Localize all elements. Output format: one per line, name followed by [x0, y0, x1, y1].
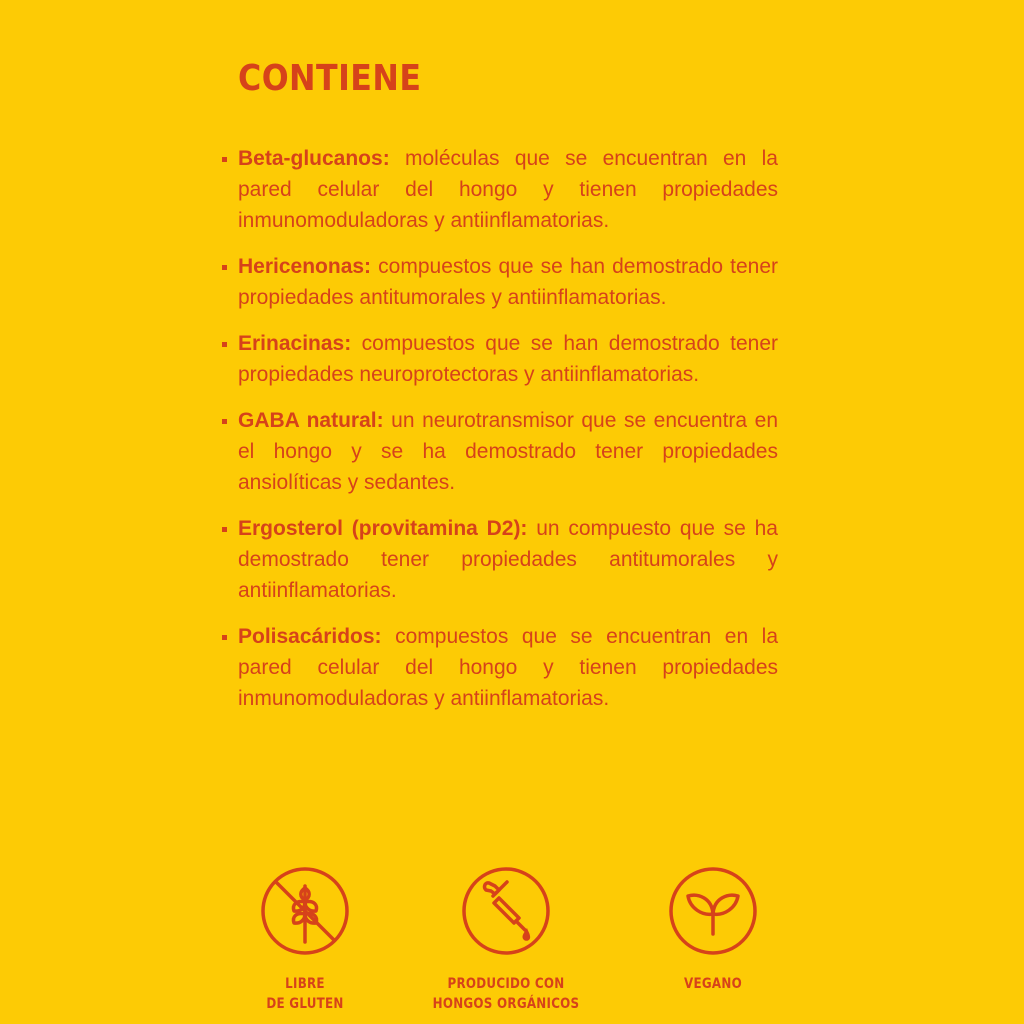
- item-description: un compuesto que se ha demostrado tener propiedades antitumorales y antiinflamatorias.: [238, 517, 778, 602]
- list-item: [238, 513, 778, 606]
- dropper-icon: [461, 866, 551, 956]
- item-term: Hericenonas:: [238, 255, 372, 278]
- item-description: moléculas que se encuentran en la pared celular del hongo y tienen propiedades inmunomoduladoras y antiinflamatorias.: [238, 147, 778, 232]
- no-gluten-wheat-icon: [260, 866, 350, 956]
- item-term: Ergosterol (provitamina D2):: [238, 517, 528, 540]
- list-item: [238, 143, 778, 236]
- item-term: Erinacinas:: [238, 332, 352, 355]
- page-title: CONTIENE: [238, 58, 422, 99]
- badge-organic: [406, 866, 606, 1014]
- list-item: [238, 251, 778, 313]
- list-item: [238, 405, 778, 498]
- vegan-leaf-icon: [668, 866, 758, 956]
- item-term: Beta-glucanos:: [238, 147, 390, 170]
- item-description: un neurotransmisor que se encuentra en el hongo y se ha demostrado tener propiedades ansiolíticas y sedantes.: [238, 409, 778, 494]
- item-term: GABA natural:: [238, 409, 384, 432]
- badge-label: PRODUCIDO CON HONGOS ORGÁNICOS: [432, 976, 580, 1012]
- list-item: [238, 621, 778, 714]
- item-term: Polisacáridos:: [238, 625, 382, 648]
- item-description: compuestos que se encuentran en la pared celular del hongo y tienen propiedades inmunomoduladoras y antiinflamatorias.: [238, 625, 778, 710]
- badge-vegan: [613, 866, 813, 994]
- badge-label: VEGANO: [684, 976, 742, 992]
- item-description: compuestos que se han demostrado tener propiedades antitumorales y antiinflamatorias.: [238, 255, 778, 309]
- ingredients-list: [238, 143, 778, 729]
- badges-row: [0, 866, 1024, 1016]
- list-item: [238, 328, 778, 390]
- badge-label: LIBRE DE GLUTEN: [266, 976, 344, 1012]
- badge-gluten-free: [205, 866, 405, 1014]
- item-description: compuestos que se han demostrado tener propiedades neuroprotectoras y antiinflamatorias.: [238, 332, 778, 386]
